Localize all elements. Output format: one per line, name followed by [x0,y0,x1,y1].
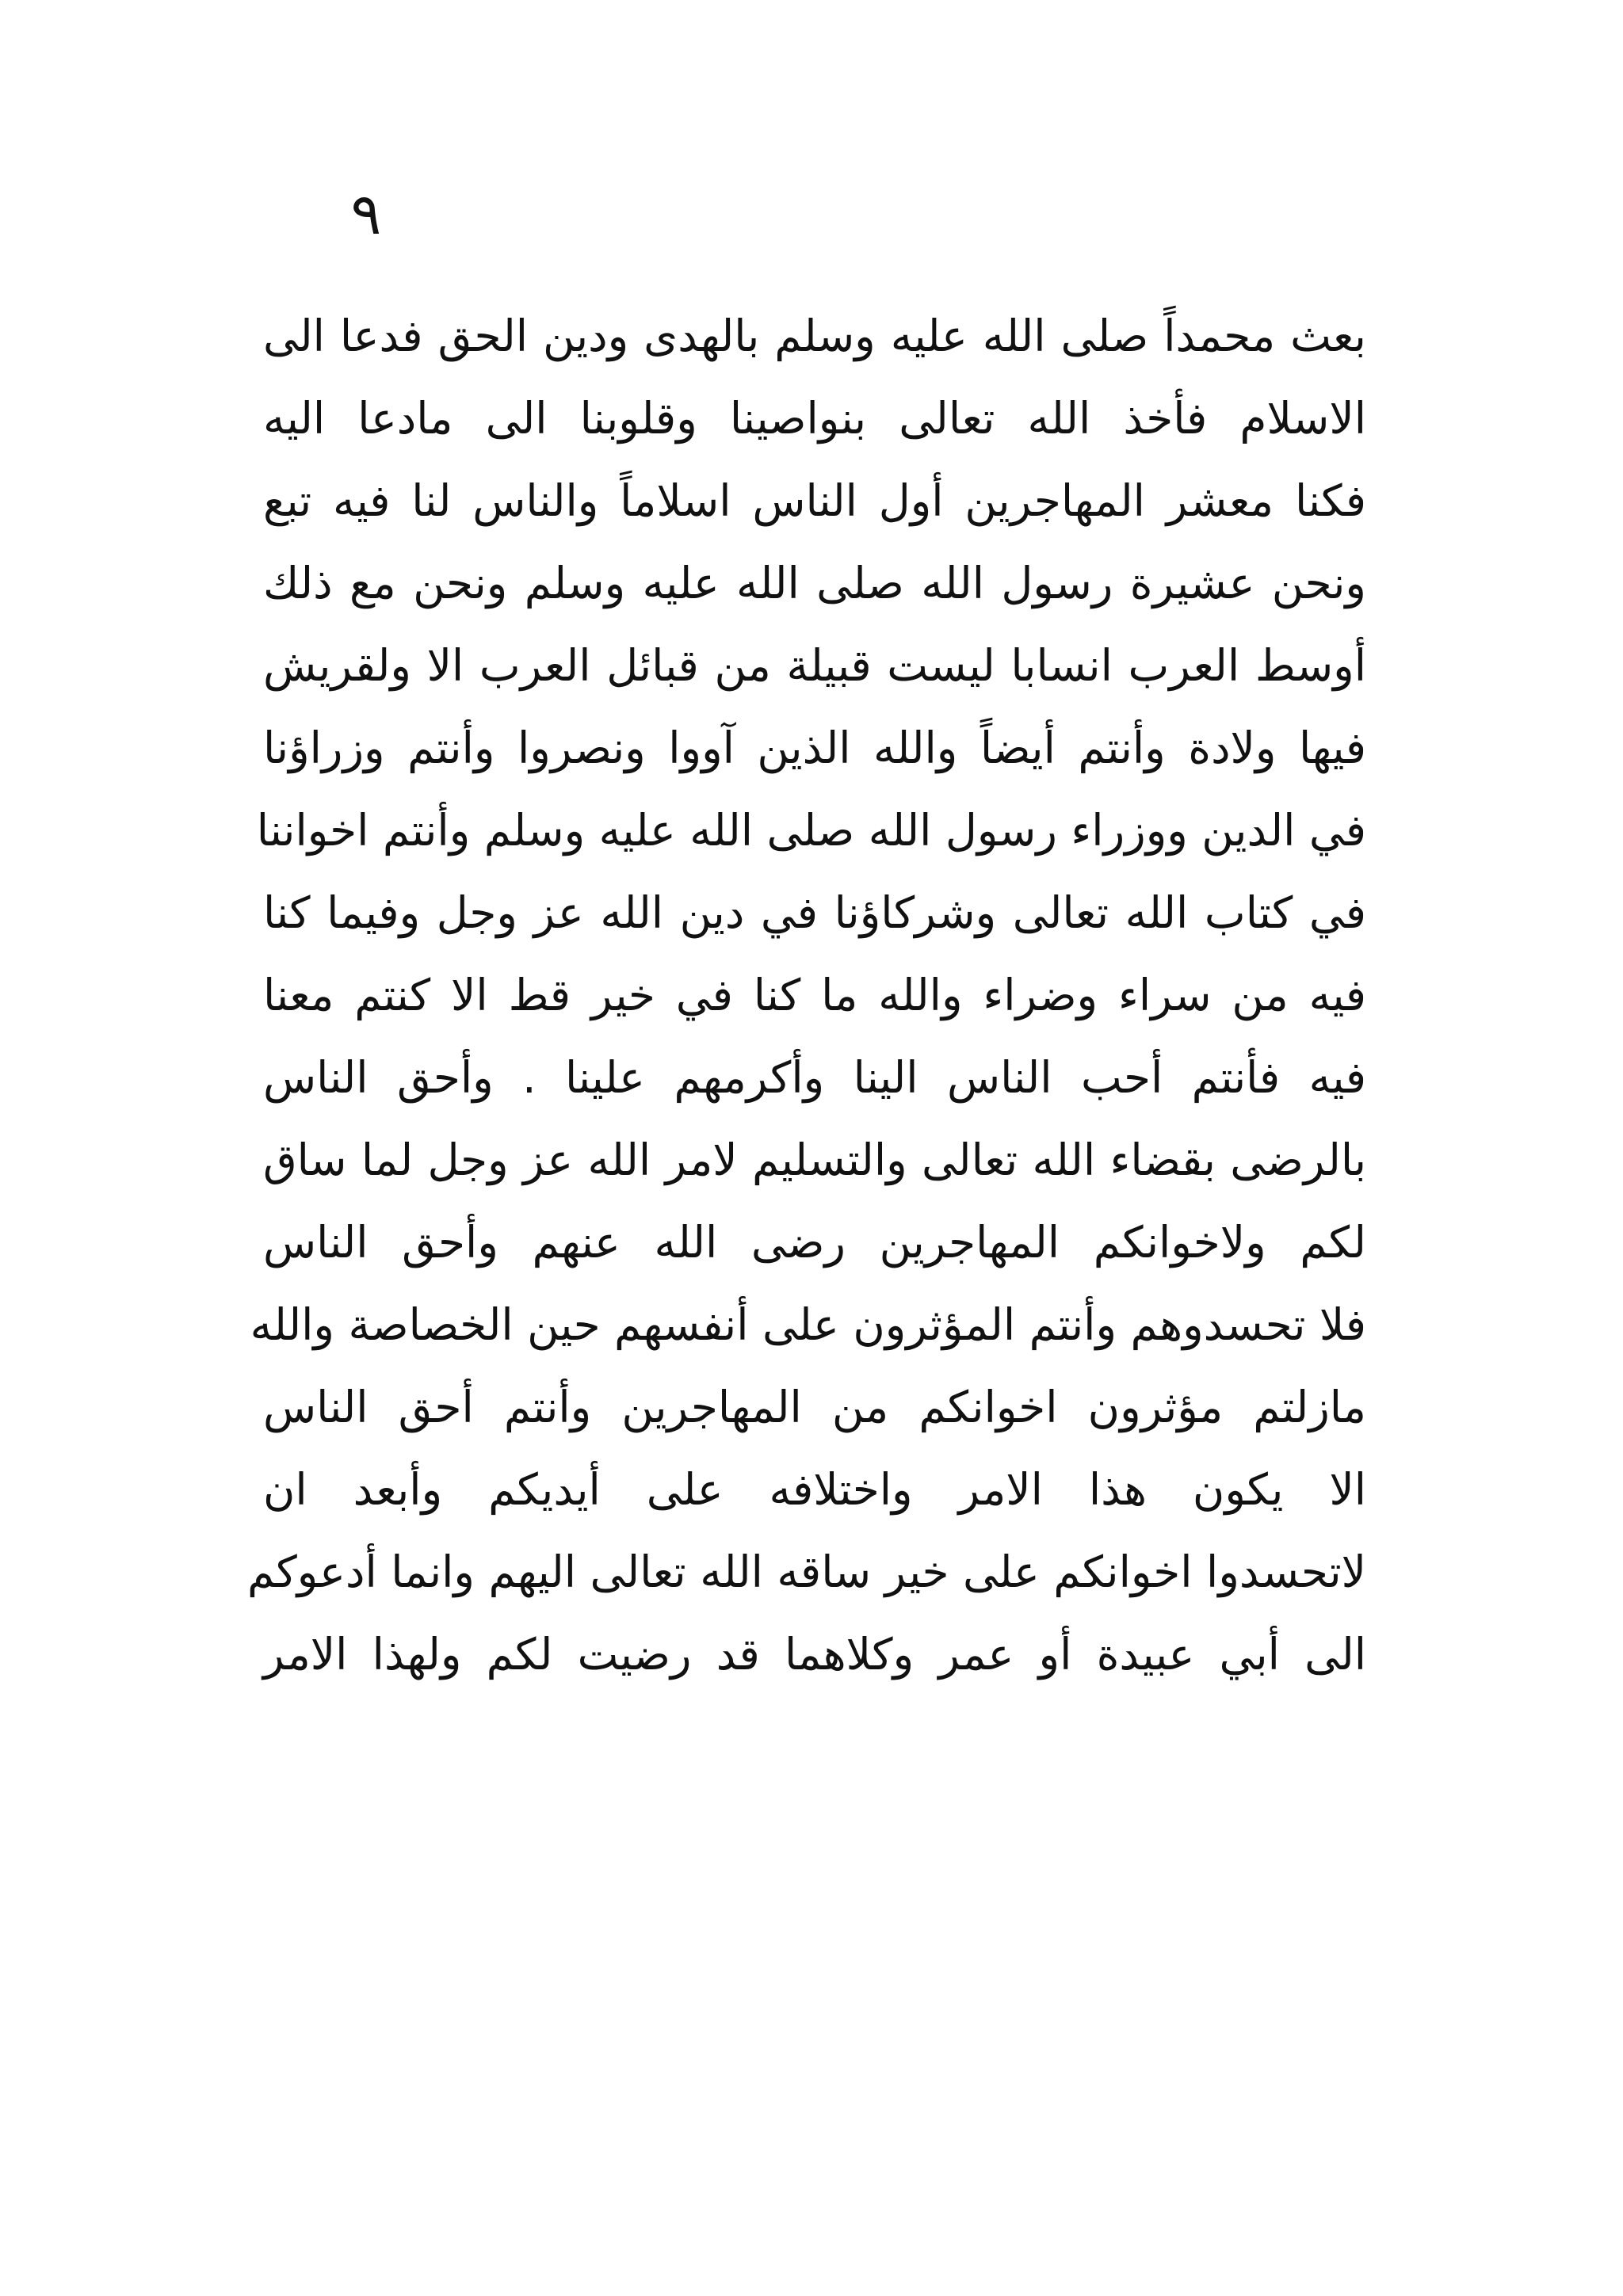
text-line: فكنا معشر المهاجرين أول الناس اسلاماً والناس لنا فيه تبع [263,475,1366,526]
text-line: الاسلام فأخذ الله تعالى بنواصينا وقلوبنا الى مادعا اليه [263,393,1366,444]
text-line: ونحن عشيرة رسول الله صلى الله عليه وسلم ونحن مع ذلك [263,558,1366,608]
text-line: بعث محمداً صلى الله عليه وسلم بالهدى ودين الحق فدعا الى [263,311,1366,361]
text-line: فيه من سراء وضراء والله ما كنا في خير قط الا كنتم معنا [263,970,1366,1020]
text-line: في كتاب الله تعالى وشركاؤنا في دين الله عز وجل وفيما كنا [263,887,1366,938]
body-text [246,295,1366,1695]
text-line: بالرضى بقضاء الله تعالى والتسليم لامر الله عز وجل لما ساق [263,1135,1366,1185]
text-line: أوسط العرب انسابا ليست قبيلة من قبائل العرب الا ولقريش [263,640,1366,691]
text-line: مازلتم مؤثرون اخوانكم من المهاجرين وأنتم أحق الناس [263,1382,1366,1432]
text-line: لكم ولاخوانكم المهاجرين رضى الله عنهم وأحق الناس [263,1217,1366,1268]
text-line: في الدين ووزراء رسول الله صلى الله عليه وسلم وأنتم اخواننا [256,805,1366,856]
text-line: لاتحسدوا اخوانكم على خير ساقه الله تعالى اليهم وانما أدعوكم [246,1547,1366,1597]
text-line: الا يكون هذا الامر واختلافه على أيديكم وأبعد ان [263,1464,1366,1515]
text-line: فلا تحسدوهم وأنتم المؤثرون على أنفسهم حين الخصاصة والله [250,1299,1366,1350]
text-line: فيه فأنتم أحب الناس الينا وأكرمهم علينا . وأحق الناس [263,1052,1366,1103]
text-line: الى أبي عبيدة أو عمر وكلاهما قد رضيت لكم ولهذا الامر [263,1629,1366,1680]
text-line: فيها ولادة وأنتم أيضاً والله الذين آووا ونصروا وأنتم وزراؤنا [263,723,1366,773]
page-number: ٩ [350,181,382,247]
